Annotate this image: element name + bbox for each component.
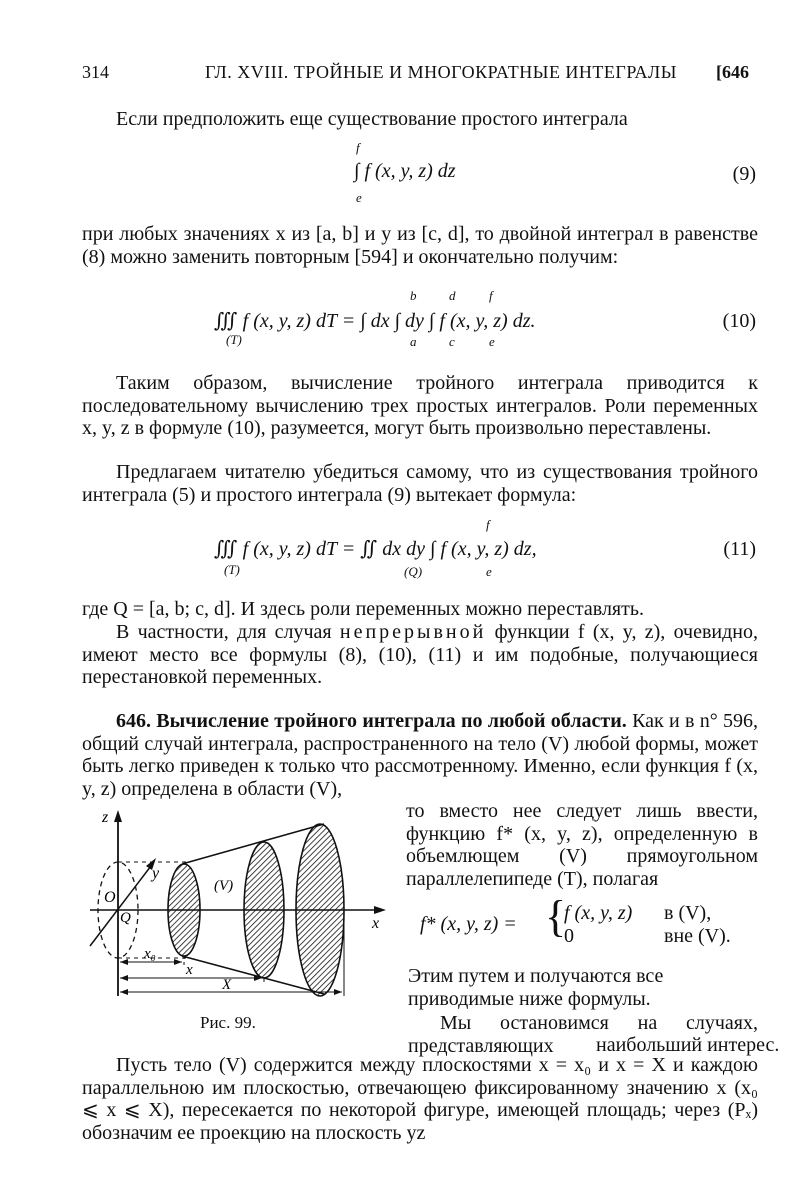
- section-646-title: 646. Вычисление тройного интеграла по любой области.: [116, 710, 627, 732]
- arrow-left-icon: [120, 959, 128, 965]
- section-646-body: Как и в n° 596, общий случай интеграла, распространенного на тело (V) любой формы, может быть легко приведен к только что рассмотренному. Именно, если функция f (x, y, z) определена в области (V),: [82, 710, 759, 800]
- paragraph-5: где Q = [a, b; c, d]. И здесь роли переменных можно переставлять.: [82, 598, 644, 620]
- p6-end: функции f (x, y, z), очевидно, имеют место все формулы (8), (10), (11) и им подобные, получающиеся перестановкой переменных.: [82, 621, 759, 688]
- eq11-upper-f: f: [486, 517, 490, 532]
- label-O: O: [104, 889, 116, 906]
- section-646-right: то вместо нее следует лишь ввести, функцию f* (x, y, z), определенную в объемлющем (V) прямоугольном параллелепипеде (T), полагая: [406, 800, 758, 890]
- eq10-upper-d: d: [449, 288, 456, 303]
- paragraph-3: Таким образом, вычисление тройного интеграла приводится к последовательному вычислению трех простых интегралов. Роли переменных x, y, z в формуле (10), разумеется, могут быть произвольно переставлены.: [82, 372, 758, 439]
- label-V: (V): [214, 878, 234, 894]
- eq9-lower-limit: e: [356, 190, 362, 205]
- label-x0: x₀: [144, 946, 156, 962]
- equation-9-number: (9): [732, 163, 756, 185]
- piecewise-brace: {: [545, 892, 567, 941]
- section-646: [82, 710, 758, 800]
- eq10-upper-b: b: [410, 288, 417, 303]
- paragraph-4: Предлагаем читателю убедиться самому, что из существования тройного интеграла (5) и простого интеграла (9) вытекает формула:: [82, 461, 758, 506]
- p6-start: В частности, для случая: [116, 621, 332, 643]
- eq10-upper-f: f: [489, 288, 493, 303]
- arrow-right-icon: [174, 959, 182, 965]
- arrow-right-icon: [334, 989, 342, 995]
- piecewise-case2-condition: вне (V).: [664, 925, 731, 947]
- paragraph-6: [82, 621, 758, 689]
- paragraph-after-2b: наибольший интерес.: [596, 1034, 780, 1056]
- eq9-upper-limit: f: [356, 140, 360, 155]
- equation-10: ∭ f (x, y, z) dT = ∫ dx ∫ dy ∫ f (x, y, z) dz.: [214, 310, 536, 332]
- equation-11-number: (11): [723, 538, 756, 560]
- equation-10-number: (10): [722, 310, 756, 332]
- eq10-lower-c: c: [449, 334, 455, 349]
- eq10-lower-e: e: [489, 334, 495, 349]
- figure-caption: Рис. 99.: [200, 1013, 256, 1032]
- eq11-lower-Q: (Q): [404, 564, 423, 579]
- page-number: 314: [82, 62, 109, 82]
- eq11-lower-e: e: [486, 564, 492, 579]
- piecewise-case1-condition: в (V),: [664, 902, 712, 924]
- label-y: y: [152, 865, 160, 882]
- piecewise-case2-value: 0: [564, 925, 574, 947]
- y-axis: [90, 862, 154, 946]
- paragraph-last: Пусть тело (V) содержится между плоскостями x = x₀ и x = X и каждою параллельною им плоскостью, отвечающею фиксированному значению x (x₀ ⩽ x ⩽ X), пересекается по некоторой фигуре, имеющей площадь; через (Pₓ) обозначим ее проекцию на плоскость yz: [82, 1054, 758, 1144]
- label-x-dim: x: [186, 962, 193, 978]
- equation-11: ∭ f (x, y, z) dT = ∬ dx dy ∫ f (x, y, z) dz,: [214, 538, 537, 560]
- paragraph-after: Этим путем и получаются все приводимые ниже формулы.: [408, 965, 664, 1010]
- label-z: z: [102, 809, 109, 826]
- figure-99: [82, 806, 402, 1006]
- eq10-lower-a: a: [410, 334, 417, 349]
- arrow-left-icon: [120, 989, 128, 995]
- section-x: [244, 842, 284, 978]
- piecewise-case1-value: f (x, y, z): [564, 902, 633, 924]
- p6-spaced-word: непрерывной: [339, 621, 487, 643]
- piecewise-lhs: f* (x, y, z) =: [420, 913, 517, 935]
- paragraph-2: при любых значениях x из [a, b] и y из [c, d], то двойной интеграл в равенстве (8) можно заменить повторным [594] и окончательно получим:: [82, 223, 758, 268]
- equation-9: ∫ f (x, y, z) dz: [354, 160, 456, 182]
- arrow-left-icon: [120, 975, 128, 981]
- section-X: [296, 824, 344, 996]
- section-x0: [168, 864, 200, 956]
- paragraph-after-2a: Мы остановимся на случаях, представляющих: [408, 1012, 758, 1057]
- label-x: x: [372, 915, 380, 932]
- eq10-lower-T: (T): [226, 332, 242, 347]
- running-head: ГЛ. XVIII. ТРОЙНЫЕ И МНОГОКРАТНЫЕ ИНТЕГРАЛЫ: [205, 62, 677, 82]
- paragraph-1: Если предположить еще существование простого интеграла: [116, 108, 628, 130]
- section-ref: [646: [716, 62, 749, 82]
- label-Q: Q: [120, 910, 131, 926]
- x-arrow-icon: [374, 906, 386, 914]
- z-arrow-icon: [114, 810, 122, 822]
- eq11-lower-T: (T): [224, 562, 240, 577]
- label-X-dim: X: [222, 977, 232, 993]
